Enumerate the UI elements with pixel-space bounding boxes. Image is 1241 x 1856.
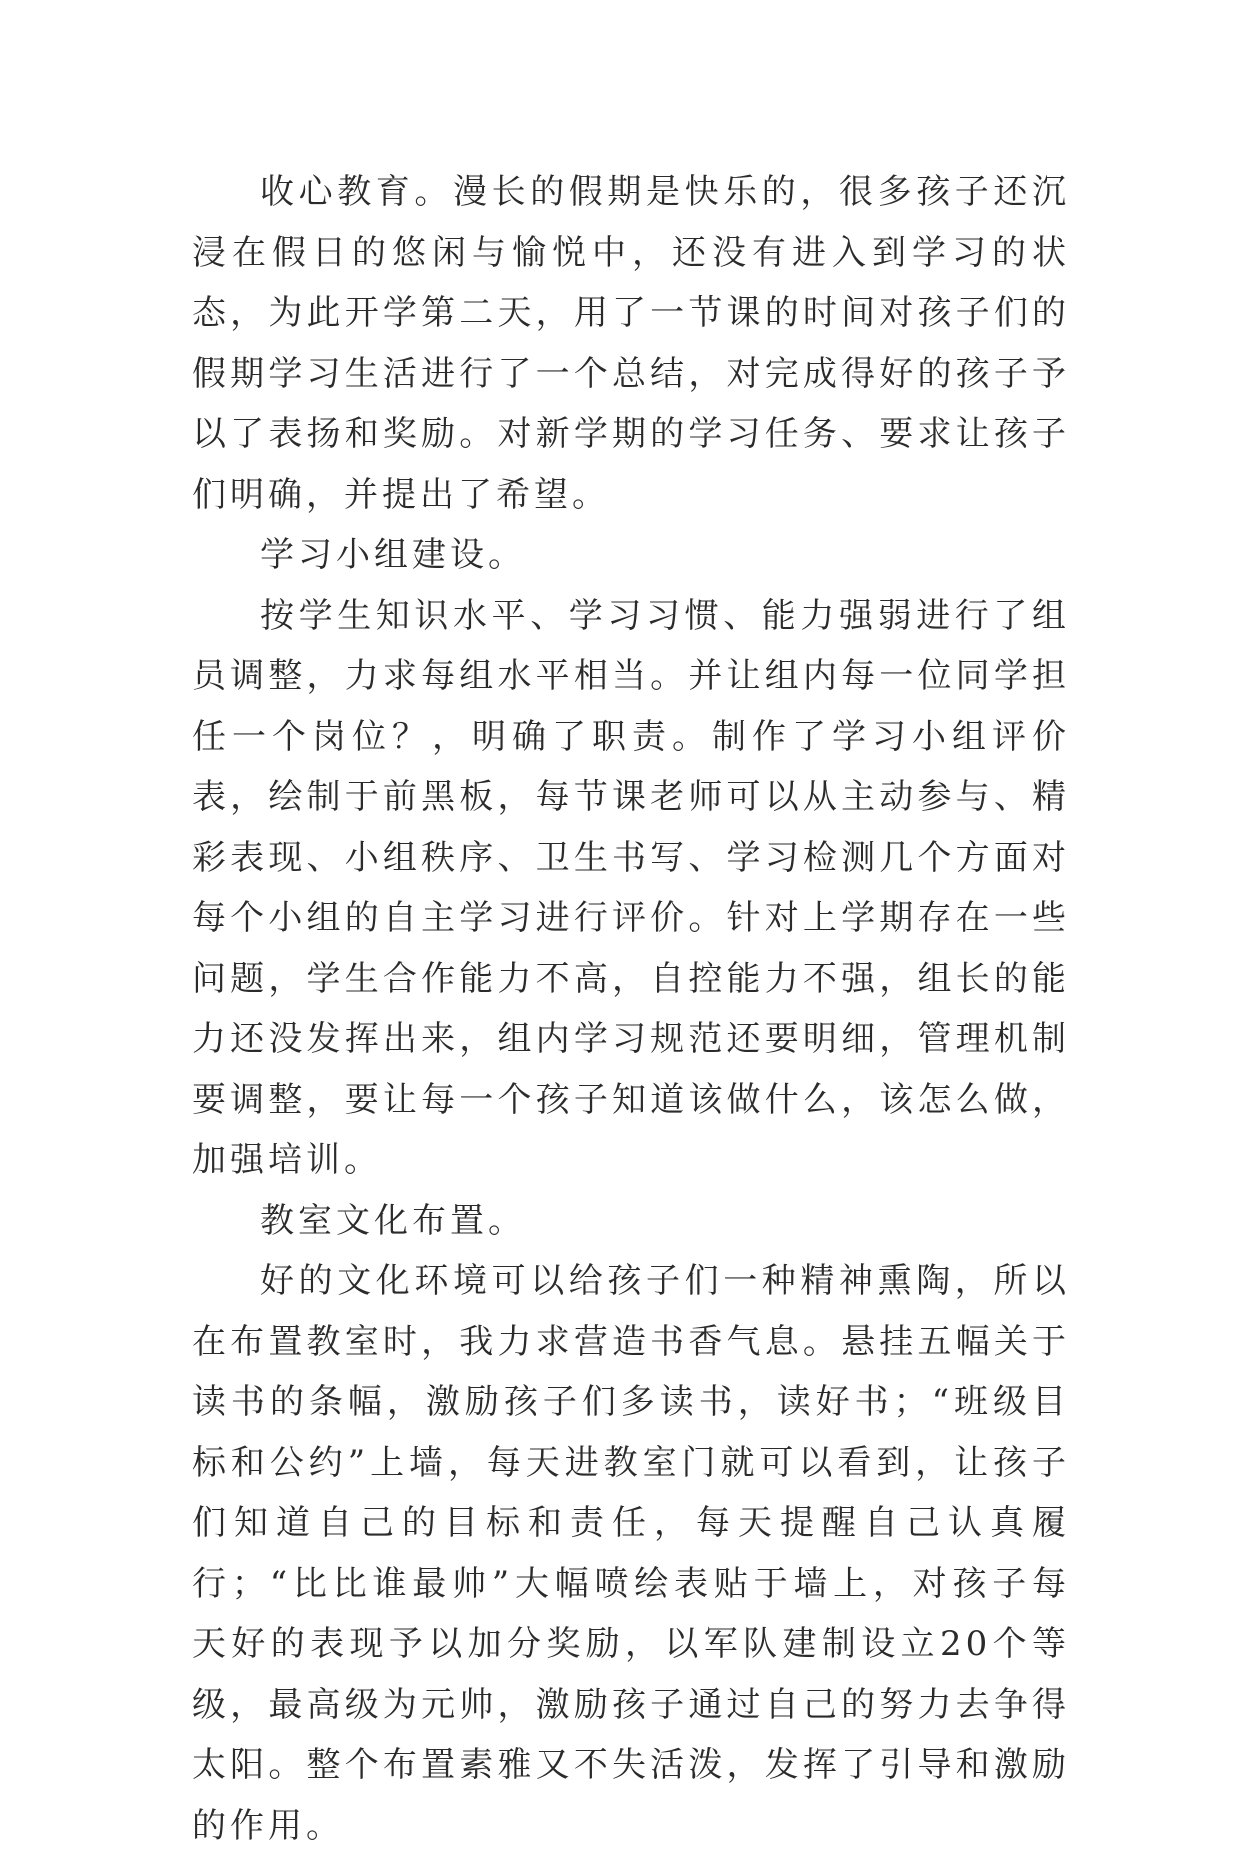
paragraph-study-groups: 按学生知识水平、学习习惯、能力强弱进行了组员调整，力求每组水平相当。并让组内每一位同学担任一个岗位？，明确了职责。制作了学习小组评价表，绘制于前黑板，每节课老师可以从主动参与、精彩表现、小组秩序、卫生书写、学习检测几个方面对每个小组的自主学习进行评价。针对上学期存在一些问题，学生合作能力不高，自控能力不强，组长的能力还没发挥出来，组内学习规范还要明细，管理机制要调整，要让每一个孩子知道该做什么，该怎么做，加强培训。 [192,595,1070,1180]
heading-study-groups: 学习小组建设。 [260,535,526,575]
document-body [192,162,1070,1856]
heading-classroom-culture: 教室文化布置。 [260,1200,526,1241]
paragraph-homecoming-education: 收心教育。漫长的假期是快乐的，很多孩子还沉浸在假日的悠闲与愉悦中，还没有进入到学习的状态，为此开学第二天，用了一节课的时间对孩子们的假期学习生活进行了一个总结，对完成得好的孩子予以了表扬和奖励。对新学期的学习任务、要求让孩子们明确，并提出了希望。 [192,172,1070,515]
paragraph-classroom-culture: 好的文化环境可以给孩子们一种精神熏陶，所以在布置教室时，我力求营造书香气息。悬挂五幅关于读书的条幅，激励孩子们多读书，读好书；“班级目标和公约”上墙，每天进教室门就可以看到，让孩子们知道自己的目标和责任，每天提醒自己认真履行；“比比谁最帅”大幅喷绘表贴于墙上，对孩子每天好的表现予以加分奖励，以军队建制设立20个等级，最高级为元帅，激励孩子通过自己的努力去争得太阳。整个布置素雅又不失活泼，发挥了引导和激励的作用。 [192,1261,1070,1846]
